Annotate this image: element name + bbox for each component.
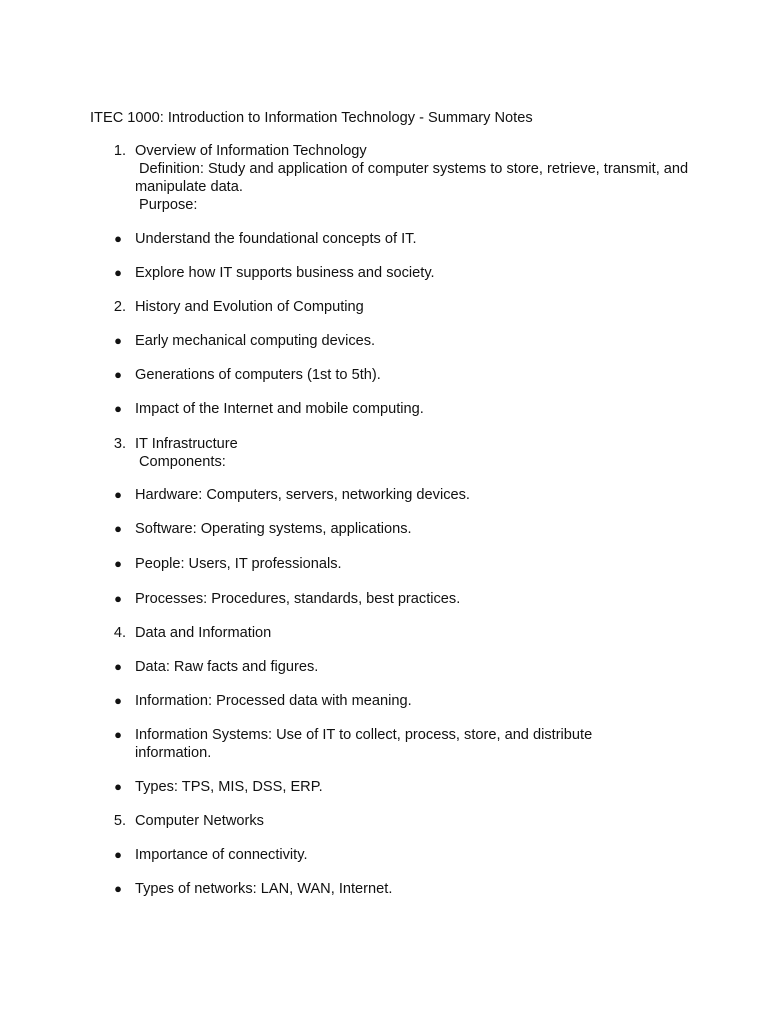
list-item-text: Types of networks: LAN, WAN, Internet.: [135, 881, 393, 897]
list-item-text: Explore how IT supports business and society.: [135, 265, 435, 281]
bullet-icon: ●: [114, 591, 122, 606]
bullet-icon: ●: [114, 693, 122, 708]
section-number: 4.: [113, 625, 126, 641]
section-heading: Data and Information: [135, 625, 272, 641]
bullet-icon: ●: [114, 401, 122, 416]
list-item-text: Software: Operating systems, applications.: [135, 521, 412, 537]
definition-text: Definition: Study and application of computer systems to store, retrieve, transmit, and manipulate data.: [135, 161, 689, 195]
bullet-icon: ●: [114, 367, 122, 382]
list-item-text: People: Users, IT professionals.: [135, 556, 342, 572]
list-item-text: Types: TPS, MIS, DSS, ERP.: [135, 779, 323, 795]
bullet-icon: ●: [114, 333, 122, 348]
section-heading: Computer Networks: [135, 813, 264, 829]
bullet-icon: ●: [114, 659, 122, 674]
list-item-text: Early mechanical computing devices.: [135, 333, 376, 349]
document-title: ITEC 1000: Introduction to Information Technology - Summary Notes: [90, 110, 533, 126]
components-label: Components:: [139, 454, 226, 470]
list-item-text: Hardware: Computers, servers, networking devices.: [135, 487, 470, 503]
bullet-icon: ●: [114, 556, 122, 571]
list-item-text: Understand the foundational concepts of IT.: [135, 231, 417, 247]
bullet-icon: ●: [114, 779, 122, 794]
list-item-text: Processes: Procedures, standards, best practices.: [135, 591, 461, 607]
bullet-icon: ●: [114, 521, 122, 536]
bullet-icon: ●: [114, 727, 122, 742]
list-item-text: Information: Processed data with meaning.: [135, 693, 412, 709]
section-heading: Overview of Information Technology: [135, 143, 367, 159]
bullet-icon: ●: [114, 881, 122, 896]
section-number: 5.: [113, 813, 126, 829]
bullet-icon: ●: [114, 265, 122, 280]
section-heading: History and Evolution of Computing: [135, 299, 364, 315]
section-heading: IT Infrastructure: [135, 436, 238, 452]
bullet-icon: ●: [114, 847, 122, 862]
section-number: 1.: [113, 143, 126, 159]
list-item-text: Information Systems: Use of IT to collect, process, store, and distribute information.: [135, 727, 593, 761]
section-number: 3.: [113, 436, 126, 452]
list-item-text: Generations of computers (1st to 5th).: [135, 367, 381, 383]
bullet-icon: ●: [114, 231, 122, 246]
bullet-icon: ●: [114, 487, 122, 502]
section-number: 2.: [113, 299, 126, 315]
purpose-label: Purpose:: [139, 197, 198, 213]
list-item-text: Importance of connectivity.: [135, 847, 308, 863]
list-item-text: Impact of the Internet and mobile computing.: [135, 401, 424, 417]
list-item-text: Data: Raw facts and figures.: [135, 659, 319, 675]
